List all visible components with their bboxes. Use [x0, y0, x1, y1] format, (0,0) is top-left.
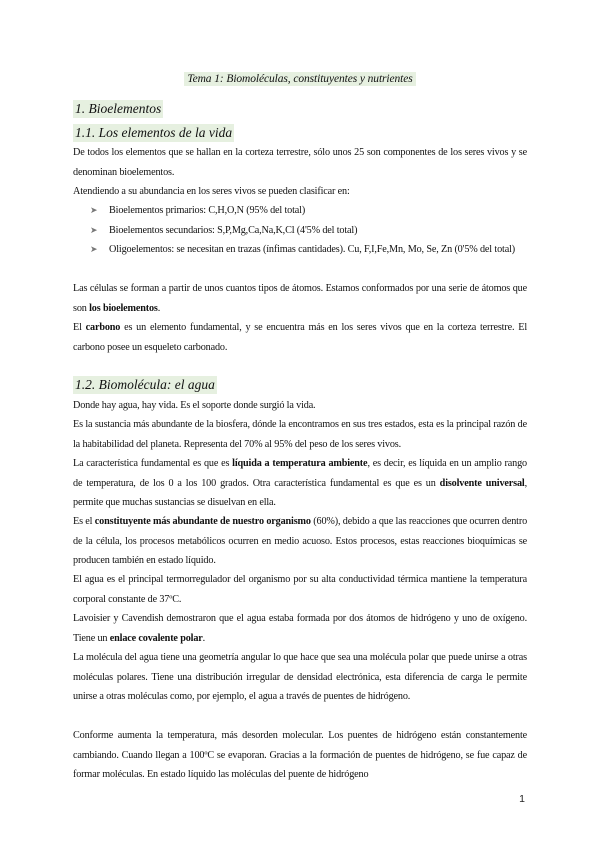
title-block	[0, 69, 600, 87]
paragraph: Atendiendo a su abundancia en los seres vivos se pueden clasificar en:	[73, 186, 350, 197]
list-item: ➤ Oligoelementos: se necesitan en trazas (ínfimas cantidades). Cu, F,I,Fe,Mn, Mo, Se, Zn (0'5% del total)	[90, 240, 527, 260]
paragraph: El carbono es un elemento fundamental, y se encuentra más en los seres vivos que en la corteza terrestre. El carbono posee un esqueleto carbonado.	[73, 322, 528, 353]
paragraph: La característica fundamental es que es líquida a temperatura ambiente, es decir, es líquida en un amplio rango de temperatura, de los 0 a los 100 grados. Otra característica fundamental es que es un disolvente universal, permite que muchas sustancias se disuelvan en ella.	[73, 458, 527, 508]
arrow-bullet-icon: ➤	[90, 244, 98, 254]
section-heading-bioelementos: 1. Bioelementos	[75, 101, 162, 116]
paragraph: La molécula del agua tiene una geometría angular lo que hace que sea una molécula polar que puede unirse a otras moléculas polares. Tiene una distribución irregular de densidad electrónica, esta diferencia de carga le permite unirse a otras moléculas como, por ejemplo, el agua a través de puentes de hidrógeno.	[73, 652, 527, 702]
paragraph: Lavoisier y Cavendish demostraron que el agua estaba formada por dos átomos de hidrógeno y uno de oxígeno. Tiene un enlace covalente polar.	[73, 613, 527, 644]
document-title: Tema 1: Biomoléculas, constituyentes y nutrientes	[184, 72, 415, 86]
paragraph: El agua es el principal termorregulador del organismo por su alta conductividad térmica mantiene la temperatura corporal constante de 37ºC.	[73, 574, 527, 605]
list-item: ➤ Bioelementos primarios: C,H,O,N (95% del total)	[90, 201, 527, 221]
paragraph: Las células se forman a partir de unos cuantos tipos de átomos. Estamos conformados por una serie de átomos que son los bioelementos.	[73, 283, 527, 314]
paragraph: Conforme aumenta la temperatura, más desorden molecular. Los puentes de hidrógeno están constantemente cambiando. Cuando llegan a 100ºC se evaporan. Gracias a la formación de puentes de hidrógeno, se fue capaz de formar moléculas. En estado líquido las moléculas del puente de hidrógeno	[73, 730, 527, 780]
paragraph: Es la sustancia más abundante de la biosfera, dónde la encontramos en sus tres estados, esta es la principal razón de la habitabilidad del planeta. Representa del 70% al 95% del peso de los seres vivos.	[73, 419, 527, 450]
list-item: ➤ Bioelementos secundarios: S,P,Mg,Ca,Na,K,Cl (4'5% del total)	[90, 221, 527, 241]
arrow-bullet-icon: ➤	[90, 224, 98, 235]
bioelement-list	[90, 201, 527, 260]
page-number: 1	[519, 793, 525, 805]
subsection-heading-elementos-vida: 1.1. Los elementos de la vida	[75, 125, 233, 140]
paragraph: De todos los elementos que se hallan en la corteza terrestre, sólo unos 25 son componentes de los seres vivos y se denominan bioelementos.	[73, 147, 527, 178]
paragraph: Es el constituyente más abundante de nuestro organismo (60%), debido a que las reacciones que ocurren dentro de la célula, los procesos metabólicos ocurren en medio acuoso. Estos procesos, estas reacciones bioquímicas se producen también en estado líquido.	[73, 516, 528, 566]
arrow-bullet-icon: ➤	[90, 205, 98, 215]
subsection-heading-agua: 1.2. Biomolécula: el agua	[75, 377, 215, 392]
paragraph: Donde hay agua, hay vida. Es el soporte donde surgió la vida.	[73, 400, 316, 411]
